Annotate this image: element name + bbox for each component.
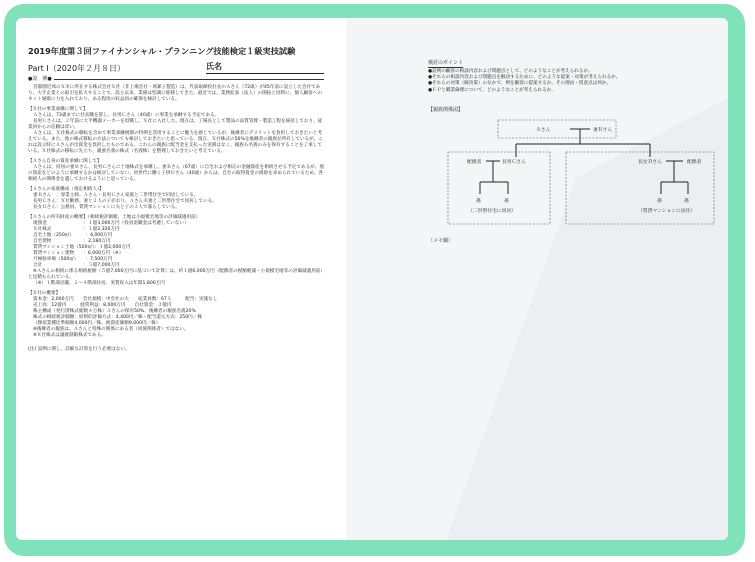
spouse-of-c: 配偶者 — [467, 160, 482, 166]
section-line: 資本金：2,000万円 会社規模：中会社の大 従業員数：67人 配当：実施なし — [33, 297, 218, 302]
section-line: 長男Ｃさんは、２年前に大手機器メーカーを退職し、Ｘ社に入社した。現在は、工場長として製品の品質管理・製造工程を統括しており、従業員からの信頼は厚い。 — [28, 119, 323, 130]
section-heading: 【Ａさん自身の資産承継に関して】 — [28, 159, 102, 164]
document-page — [16, 18, 728, 540]
spouse-of-d: 配偶者 — [687, 160, 702, 166]
person-b: 妻Ｂさん — [593, 128, 613, 134]
memo-label: （メモ欄） — [428, 238, 454, 245]
part-date: Part Ⅰ（2020年２月８日） — [28, 64, 126, 73]
section-line: 株式の相続税評価額：原則的評価方式：4,400円／株・配当還元方式：250円／株 — [33, 315, 202, 320]
case-section — [28, 215, 324, 287]
section-line: 株主構成（発行済株式総数４万株）Ａさんの保有50%、後継者の親族名義20% — [33, 309, 196, 314]
grandchild-d1: 孫 — [657, 199, 662, 205]
case-section — [28, 291, 324, 339]
review-points-column — [428, 60, 718, 244]
case-section — [28, 159, 324, 183]
section-heading: 【Ａさんの所有財産の概要】（相続税評価額、土地は小規模宅地等の評価減適用前） — [28, 215, 201, 220]
case-section — [28, 187, 324, 211]
case-section — [28, 107, 324, 155]
intro-paragraph: 首都圏近郊のＸ市に所在する株式会社Ｘ社（非上場会社・席累子製造）は、代表取締役社長のＡさん（72歳）が45年前に設立した会社であり、大手企業との取引を拡大することで、設立以来、業績は堅調に推移してきた。最近では、業務拡張（法人）の開拓と同時に、個人顧客へのネット通販に力を入れており、ある程度の収益員の確保を検討している。 — [28, 85, 322, 102]
section-line: 月極駐車場（500㎡） ：7,500万円 — [33, 257, 113, 262]
section-line: 賃貸マンション建物 ：6,000万円（※） — [33, 251, 124, 256]
exam-title: 2019年度第３回ファイナンシャル・プランニング技能検定１級実技試験 — [28, 46, 296, 56]
part-row — [28, 62, 324, 74]
setting-rule — [54, 79, 324, 80]
section-line: ※Ａさんの相続に係る相続税額（５億7,000万円に基づいて計算）は、約１億6,000万円（配偶者の税額軽減・小規模宅地等の評価減適用前）と見積もられている。 — [28, 269, 323, 280]
section-line: 合計 ：５億7,000万円 — [33, 263, 120, 268]
section-line: ※Ｘ社株式は譲渡制限株式である。 — [33, 333, 106, 338]
section-line: 現預金 ：１億3,000万円（役員退職金は考慮していない） — [33, 221, 189, 226]
section-line: 自宅土地（250㎡） ：4,000万円 — [33, 233, 113, 238]
d-residence: （賃貸マンションに居住） — [638, 209, 696, 215]
section-line: Ａさんは、73歳までに社長職を辞し、長男Ｃさん（40歳）に事業を承継する予定である。 — [33, 113, 220, 118]
section-line: ※後継者の親族は、Ａさんと特殊の関係にある者（同族関係者）ではない。 — [33, 327, 189, 332]
point-item: ●それらの対策（解決策）のなかで、例を顧客に提案するか。その理由・留意点は何か。 — [428, 81, 612, 87]
person-d: 長女Ｄさん — [638, 160, 662, 166]
section-line: 売上高：12億円 経常利益：8,000万円 自社資金：３億円 — [33, 303, 172, 308]
section-line: Ａさんは、同居の妻Ｂさん、長男Ｃさんに土地株式を承継し、妻Ｂさん（67歳）に自宅および相応の金融資産を相続させる予定であるが、他の資産をどのように承継するかは検討していない。同世代に働く子供Ｄさん（40歳）からは、自宅の取得資金の援助を求められているため、各相続人の関係金を遺しておけるようにと思っている。 — [28, 165, 324, 182]
exam-question-column — [28, 46, 324, 353]
grandchild-c2: 孫 — [504, 199, 509, 205]
family-diagram-title: 【親族関係図】 — [428, 106, 464, 113]
section-heading: 【Ｘ社の事業承継に関して】 — [28, 107, 88, 112]
section-line: （※）１階部店舗、２〜４階部住居、実質収入は年間1,800万円 — [33, 281, 165, 286]
section-heading: 【Ｘ社の概要】 — [28, 291, 61, 296]
point-item: ●設例の顧客の相談内容および問題点として、どのようなことが考えられるか。 — [428, 69, 593, 74]
person-a: Ａさん — [536, 128, 551, 134]
name-field-label: 氏名 — [206, 62, 324, 74]
point-item: ●それらの相談内容および問題点を解決するために、どのような提案・対策が考えられるか。 — [428, 75, 621, 81]
setting-heading — [28, 76, 324, 83]
setting-label: ●設 例● — [28, 76, 52, 82]
section-line: 妻Ｂさん ：専業主婦。Ａさん・長男Ｃさん家族と二世帯住宅で同居している。 — [33, 193, 199, 198]
grandchild-d2: 孫 — [684, 199, 689, 205]
grandchild-c1: 孫 — [476, 199, 481, 205]
point-item: ●ＦＰと職業倫理について、どのようなことが考えられるか。 — [428, 87, 556, 93]
section-line: （類似業種比準価額4,000円／株、純資産価額9,000円／株） — [33, 321, 161, 326]
section-line: 長男Ｃさん：Ｘ社勤務。妻と２人の子がおり、Ａさん夫妻と二世帯住宅で同居している。 — [33, 199, 217, 204]
section-heading: 【Ａさんの家族構成（推定相続人）】 — [28, 187, 104, 192]
person-c: 長男Ｃさん — [502, 160, 526, 166]
section-line: 賃貸マンション土地（500㎡）：１億2,000万円 — [33, 245, 131, 250]
footnote: (注) 設例に関し、詳細な計算を行う必要はない。 — [28, 347, 130, 352]
section-line: 自宅建物 ：2,180万円 — [33, 239, 111, 244]
points-heading: 検討のポイント — [428, 60, 464, 66]
section-line: Ｘ社株式 ：１億2,320万円 — [33, 227, 120, 232]
case-sections — [28, 107, 324, 339]
section-line: 長女Ｄさん：公務員。賃貸マンションに夫と子の３人で暮らしている。 — [33, 205, 180, 210]
points-list — [428, 69, 718, 94]
section-line: Ａさんは、Ｘ社株式の移転を含めて事業承継税制の特例を活用することに魅力を感じているが、後継者にデメリットを負担しておきたいと考えている。また、他の株式移転の方法についても検討しておきたいと思っている。現在、Ｘ社株式の56%を後継者の親族が所有しているが、これは設立時にＡさんが出資金を負担したものである。これらの親族に配当金を支払った実績はなく、親族も名義のみを保有することを了承している。Ｘ社株式の移転に先立ち、親族名義の株式（名義株）を整理しておきたいと考えている。 — [28, 131, 323, 154]
c-residence: （二世帯住宅に同居） — [468, 209, 516, 215]
family-tree-diagram — [428, 118, 718, 236]
